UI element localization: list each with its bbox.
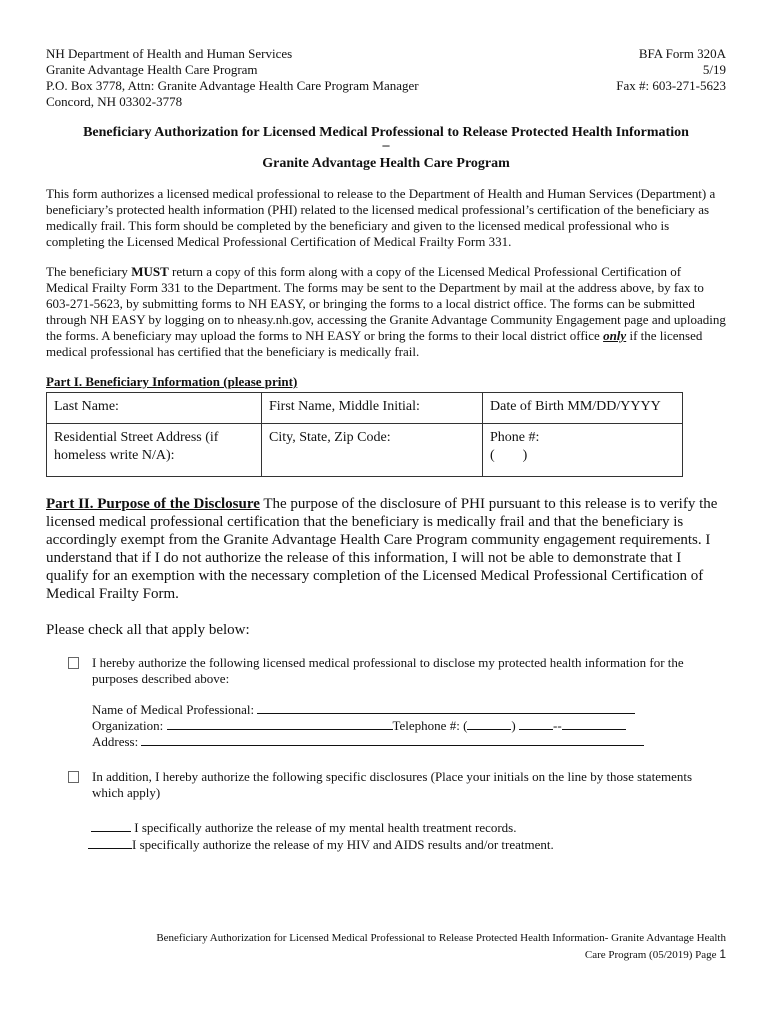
- only-emphasis: only: [603, 328, 627, 343]
- specific-disclosure-option: [46, 769, 726, 801]
- initials-section: [46, 819, 726, 853]
- organization-label: Organization:: [92, 718, 164, 733]
- footer-line-2: [46, 946, 726, 963]
- please-check-label: Please check all that apply below:: [46, 622, 250, 638]
- first-name-field[interactable]: [262, 393, 483, 424]
- dob-field[interactable]: [483, 393, 683, 424]
- footer-line-1: Beneficiary Authorization for Licensed Medical Professional to Release Protected Health Information- Granite Advantage Health: [156, 932, 726, 944]
- part2-section: [46, 495, 726, 603]
- form-page: [46, 46, 726, 853]
- city-state-zip-field[interactable]: [262, 424, 483, 477]
- intro-paragraph-2: [46, 264, 726, 360]
- professional-name-label: Name of Medical Professional:: [92, 702, 255, 717]
- professional-address-label: Address:: [92, 734, 139, 749]
- medical-professional-fields: [46, 701, 726, 749]
- part2-text: The purpose of the disclosure of PHI pursuant to this release is to verify the licensed medical professional certification that the beneficiary is medically frail and that the beneficiary is accordingly exempt from the Granite Advantage Health Care Program community engagement requirements. I understand that if I do not authorize the release of this information, I will not be able to demonstrate that I qualify for an exemption with the necessary completion of the Licensed Medical Professional Certification of Medical Frailty Form.: [46, 496, 718, 602]
- title-main: Beneficiary Authorization for Licensed Medical Professional to Release Protected Health Information: [83, 125, 689, 140]
- form-title: [46, 124, 726, 172]
- telephone-dash: --: [553, 718, 562, 733]
- form-header: [46, 46, 726, 114]
- address-row: [92, 733, 726, 749]
- intro-paragraph-1: This form authorizes a licensed medical professional to release to the Department of Health and Human Services (Department) a beneficiary’s protected health information (PHI) related to the licensed medical professional’s certification of the beneficiary as medically frail. This form should be completed by the beneficiary and given to the licensed medical professional who is completing the Licensed Medical Professional Certification of Medical Frailty Form 331.: [46, 186, 716, 249]
- hiv-initials[interactable]: [88, 836, 132, 849]
- part1-heading: Part I. Beneficiary Information (please print): [46, 374, 298, 389]
- first-name-label: First Name, Middle Initial:: [269, 399, 420, 414]
- must-emphasis: MUST: [131, 264, 169, 279]
- title-dash: –: [382, 138, 390, 153]
- beneficiary-info-table: [46, 392, 683, 477]
- po-box: P.O. Box 3778, Attn: Granite Advantage Health Care Program Manager: [46, 78, 419, 93]
- hiv-row: [88, 836, 726, 853]
- telephone-prefix-input[interactable]: [519, 717, 553, 730]
- organization-input[interactable]: [167, 717, 393, 730]
- title-sub: Granite Advantage Health Care Program: [262, 156, 510, 171]
- telephone-number-input[interactable]: [562, 717, 626, 730]
- authorize-checkbox[interactable]: [68, 657, 79, 669]
- organization-row: [92, 717, 726, 733]
- dob-label: Date of Birth MM/DD/YYYY: [490, 399, 661, 414]
- telephone-label: Telephone #: (: [392, 718, 468, 733]
- specific-disclosure-text: In addition, I hereby authorize the following specific disclosures (Place your initials on the line by those statements which apply): [92, 769, 693, 800]
- phone-area-code: ( ): [490, 448, 528, 463]
- program-name: Granite Advantage Health Care Program: [46, 62, 258, 77]
- fax-number: Fax #: 603-271-5623: [616, 78, 726, 93]
- department-name: NH Department of Health and Human Services: [46, 46, 293, 61]
- phone-label: Phone #:: [490, 430, 540, 445]
- specific-disclosure-checkbox[interactable]: [68, 771, 79, 783]
- professional-address-input[interactable]: [141, 733, 644, 746]
- telephone-area-input[interactable]: [467, 717, 511, 730]
- last-name-field[interactable]: [47, 393, 262, 424]
- mental-health-row: [88, 819, 726, 836]
- hiv-text: I specifically authorize the release of my HIV and AIDS results and/or treatment.: [132, 837, 554, 852]
- authorize-option: [46, 655, 726, 687]
- city-state-zip-label: City, State, Zip Code:: [269, 430, 391, 445]
- professional-name-input[interactable]: [257, 701, 635, 714]
- part2-heading: Part II. Purpose of the Disclosure: [46, 496, 260, 512]
- form-id: BFA Form 320A: [638, 46, 726, 61]
- address-field[interactable]: [47, 424, 262, 477]
- mental-health-text: I specifically authorize the release of my mental health treatment records.: [134, 820, 517, 835]
- mental-health-initials[interactable]: [91, 819, 131, 832]
- last-name-label: Last Name:: [54, 399, 119, 414]
- city-zip: Concord, NH 03302-3778: [46, 94, 183, 109]
- form-date: 5/19: [702, 62, 726, 77]
- footer-title-end: Care Program (05/2019) Page: [584, 949, 720, 961]
- professional-name-row: [92, 701, 726, 717]
- page-footer: [46, 930, 726, 963]
- authorize-text: I hereby authorize the following licensed medical professional to disclose my protected health information for the purposes described above:: [92, 655, 684, 686]
- intro-p2-text-b: return a copy of this form along with a copy of the Licensed Medical Professional Certification of Medical Frailty Form 331 to the Department. The forms may be sent to the Department by mail at the address above, by fax to 603-271-5623, by submitting forms to NH EASY, or bringing the forms to a local district office. The forms can be submitted through NH EASY by logging on to nheasy.nh.gov, accessing the Granite Advantage Community Engagement page and uploading the forms. A beneficiary may upload the forms to NH EASY or bring the forms to their local district office: [46, 264, 726, 343]
- telephone-paren: ): [511, 718, 516, 733]
- intro-p2-text-a: The beneficiary: [46, 264, 132, 279]
- phone-field[interactable]: [483, 424, 683, 477]
- form-id-block: [616, 46, 726, 94]
- address-label: Residential Street Address (if homeless write N/A):: [54, 430, 219, 463]
- intro-p2-text-c: if the licensed medical professional has certified that the beneficiary is medically frail.: [46, 328, 703, 359]
- page-number: 1: [719, 947, 726, 961]
- agency-address-block: [46, 46, 419, 110]
